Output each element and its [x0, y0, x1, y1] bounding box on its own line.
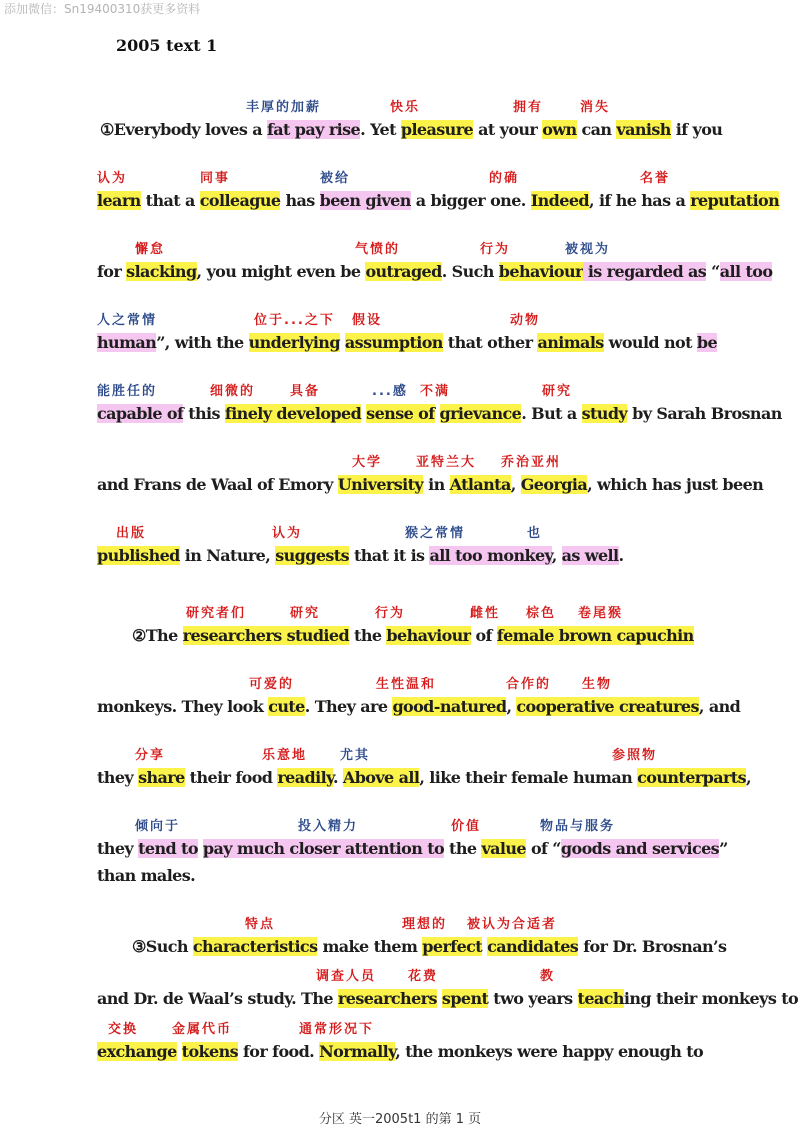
highlight-yellow: Georgia	[520, 475, 588, 494]
gloss: 认为	[272, 526, 303, 541]
highlight-pink: fat pay rise	[267, 120, 361, 139]
gloss: 乔治亚州	[501, 455, 562, 470]
text-run: .	[332, 768, 343, 787]
text-run: at your	[473, 120, 543, 139]
gloss: 棕色	[526, 606, 557, 621]
highlight-yellow: perfect	[422, 937, 483, 956]
text-run: ②The	[132, 626, 183, 645]
page-footer: 分区 英一2005t1 的第 1 页	[318, 1112, 482, 1127]
highlight-pink: goods and services	[560, 839, 720, 858]
gloss: 懈怠	[135, 242, 166, 257]
text-run: would not	[603, 333, 697, 352]
text-run: for Dr. Brosnan’s	[578, 937, 727, 956]
text-line	[97, 697, 740, 716]
gloss: 价值	[451, 819, 482, 834]
highlight-pink: been given	[319, 191, 411, 210]
gloss: 行为	[480, 242, 511, 257]
highlight-pink: capable of	[97, 404, 184, 423]
text-run: ,	[551, 546, 562, 565]
text-run: ③Such	[132, 937, 193, 956]
highlight-yellow: outraged	[365, 262, 442, 281]
text-line	[97, 839, 728, 858]
highlight-yellow: finely developed	[224, 404, 362, 423]
text-line	[97, 866, 195, 885]
highlight-yellow: candidates	[487, 937, 579, 956]
gloss: 位于...之下	[254, 313, 335, 328]
gloss: ...感	[372, 384, 408, 399]
gloss: 花费	[408, 969, 439, 984]
gloss: 合作的	[506, 677, 552, 692]
gloss: 研究	[542, 384, 573, 399]
highlight-yellow: vanish	[616, 120, 671, 139]
text-run: .	[618, 546, 624, 565]
highlight-pink: tend to	[138, 839, 198, 858]
text-line	[97, 768, 751, 787]
text-run: of	[470, 626, 497, 645]
text-run: for	[97, 262, 127, 281]
highlight-yellow: cute	[268, 697, 305, 716]
gloss: 行为	[375, 606, 406, 621]
gloss: 同事	[200, 171, 231, 186]
highlight-yellow: teach	[577, 989, 624, 1008]
text-run: and Frans de Waal of Emory	[97, 475, 338, 494]
highlight-pink: is regarded as	[582, 262, 707, 281]
text-run: “	[706, 262, 720, 281]
gloss: 研究者们	[186, 606, 247, 621]
highlight-yellow: exchange	[97, 1042, 177, 1061]
gloss: 假设	[352, 313, 383, 328]
gloss: 分享	[135, 748, 166, 763]
text-run: . Such	[441, 262, 499, 281]
highlight-yellow: characteristics	[192, 937, 318, 956]
highlight-yellow: behaviour	[386, 626, 471, 645]
text-run: ,	[746, 768, 751, 787]
gloss: 生物	[582, 677, 613, 692]
text-run: ,	[510, 475, 521, 494]
text-run: , you might even be	[196, 262, 366, 281]
gloss: 大学	[352, 455, 383, 470]
gloss: 也	[527, 526, 543, 541]
gloss: 参照物	[612, 748, 658, 763]
gloss: 出版	[116, 526, 147, 541]
text-run: this	[183, 404, 225, 423]
gloss: 细微的	[210, 384, 256, 399]
text-line	[100, 120, 722, 139]
text-line	[97, 262, 772, 281]
text-run: , like their female human	[419, 768, 638, 787]
highlight-yellow: good-natured	[392, 697, 507, 716]
text-run: and Dr. de Waal’s study. The	[97, 989, 338, 1008]
gloss: 人之常情	[97, 313, 158, 328]
gloss: 通常形况下	[299, 1022, 375, 1037]
highlight-yellow: Indeed	[530, 191, 590, 210]
gloss: 快乐	[390, 100, 421, 115]
text-run: , and	[698, 697, 741, 716]
gloss: 被给	[320, 171, 351, 186]
text-line	[132, 937, 726, 956]
gloss: 猴之常情	[405, 526, 466, 541]
text-line	[97, 475, 763, 494]
text-run: in	[423, 475, 450, 494]
gloss: 教	[540, 969, 556, 984]
gloss: 亚特兰大	[416, 455, 477, 470]
text-run: . They are	[304, 697, 393, 716]
text-run: their food	[184, 768, 278, 787]
text-line	[97, 404, 782, 423]
gloss: 交换	[108, 1022, 139, 1037]
gloss: 雌性	[470, 606, 501, 621]
text-run: ”	[719, 839, 728, 858]
text-run: the	[444, 839, 482, 858]
highlight-yellow: suggests	[275, 546, 350, 565]
highlight-pink: pay much closer attention to	[202, 839, 445, 858]
gloss: 拥有	[513, 100, 544, 115]
text-run: of “	[526, 839, 561, 858]
gloss: 金属代币	[172, 1022, 233, 1037]
text-run: that other	[442, 333, 538, 352]
text-run: they	[97, 768, 139, 787]
text-run: ”, with the	[156, 333, 249, 352]
gloss: 被认为合适者	[467, 917, 558, 932]
text-run: , which has just been	[587, 475, 764, 494]
text-run: . But a	[521, 404, 582, 423]
gloss: 不满	[420, 384, 451, 399]
highlight-yellow: own	[542, 120, 577, 139]
gloss: 研究	[290, 606, 321, 621]
text-run: they	[97, 839, 139, 858]
text-run: , the monkeys were happy enough to	[395, 1042, 704, 1061]
text-run: make them	[317, 937, 423, 956]
highlight-yellow: researchers	[337, 989, 437, 1008]
highlight-yellow: reputation	[690, 191, 780, 210]
text-line	[132, 626, 694, 645]
highlight-yellow: counterparts	[637, 768, 746, 787]
highlight-pink: all too monkey	[429, 546, 552, 565]
highlight-yellow: colleague	[199, 191, 281, 210]
text-run: ①Everybody loves a	[100, 120, 267, 139]
text-line	[97, 1042, 703, 1061]
highlight-pink: all too	[719, 262, 773, 281]
text-run: than males.	[97, 866, 196, 885]
text-run: two years	[488, 989, 578, 1008]
highlight-yellow: behaviour	[498, 262, 583, 281]
highlight-yellow: tokens	[181, 1042, 239, 1061]
gloss: 消失	[580, 100, 611, 115]
highlight-yellow: learn	[97, 191, 141, 210]
highlight-yellow: animals	[537, 333, 604, 352]
text-run: that it is	[349, 546, 430, 565]
highlight-yellow: readily	[277, 768, 333, 787]
gloss: 倾向于	[135, 819, 181, 834]
highlight-yellow: University	[337, 475, 424, 494]
highlight-yellow: Above all	[342, 768, 420, 787]
gloss: 名誉	[640, 171, 671, 186]
highlight-yellow: underlying	[248, 333, 340, 352]
highlight-yellow: published	[97, 546, 180, 565]
gloss: 尤其	[340, 748, 371, 763]
gloss: 特点	[245, 917, 276, 932]
text-run: monkeys. They look	[97, 697, 269, 716]
text-run: . Yet	[360, 120, 401, 139]
highlight-pink: be	[696, 333, 718, 352]
highlight-yellow: Normally	[319, 1042, 396, 1061]
gloss: 调查人员	[316, 969, 377, 984]
gloss: 可爱的	[249, 677, 295, 692]
text-run: , if he has a	[589, 191, 691, 210]
gloss: 理想的	[402, 917, 448, 932]
gloss: 具备	[290, 384, 321, 399]
text-run: the	[349, 626, 387, 645]
highlight-pink: human	[97, 333, 157, 352]
text-run: in Nature,	[179, 546, 276, 565]
text-run	[435, 404, 440, 423]
highlight-yellow: Atlanta	[449, 475, 511, 494]
gloss: 生性温和	[376, 677, 437, 692]
gloss: 能胜任的	[97, 384, 158, 399]
gloss: 物品与服务	[540, 819, 616, 834]
text-run: that a	[140, 191, 200, 210]
gloss: 丰厚的加薪	[246, 100, 322, 115]
gloss: 的确	[489, 171, 520, 186]
text-run: if you	[670, 120, 723, 139]
watermark: 添加微信：Sn19400310获更多资料	[4, 2, 201, 16]
highlight-yellow: share	[138, 768, 185, 787]
highlight-yellow: value	[481, 839, 526, 858]
text-run: for food.	[238, 1042, 320, 1061]
text-run: can	[576, 120, 617, 139]
highlight-yellow: study	[581, 404, 628, 423]
text-line	[97, 546, 624, 565]
text-line	[97, 333, 717, 352]
text-run: by Sarah Brosnan	[627, 404, 782, 423]
highlight-yellow: slacking	[126, 262, 197, 281]
gloss: 投入精力	[298, 819, 359, 834]
text-run: has	[280, 191, 320, 210]
highlight-yellow: assumption	[344, 333, 443, 352]
text-line	[97, 191, 779, 210]
gloss: 被视为	[565, 242, 611, 257]
gloss: 动物	[510, 313, 541, 328]
text-run: ,	[506, 697, 517, 716]
gloss: 认为	[97, 171, 128, 186]
highlight-yellow: spent	[441, 989, 489, 1008]
highlight-pink: as well	[561, 546, 619, 565]
highlight-yellow: researchers studied	[182, 626, 350, 645]
highlight-yellow: cooperative creatures	[516, 697, 699, 716]
gloss: 气愤的	[355, 242, 401, 257]
text-run: ing their monkeys to	[623, 989, 799, 1008]
highlight-yellow: sense of	[366, 404, 435, 423]
gloss: 卷尾猴	[578, 606, 624, 621]
gloss: 乐意地	[262, 748, 308, 763]
highlight-yellow: grievance	[439, 404, 522, 423]
text-run	[177, 1042, 182, 1061]
highlight-yellow: pleasure	[400, 120, 474, 139]
text-run: a bigger one.	[410, 191, 531, 210]
document-title: 2005 text 1	[116, 36, 218, 55]
text-line	[97, 989, 798, 1008]
highlight-yellow: female brown capuchin	[496, 626, 694, 645]
